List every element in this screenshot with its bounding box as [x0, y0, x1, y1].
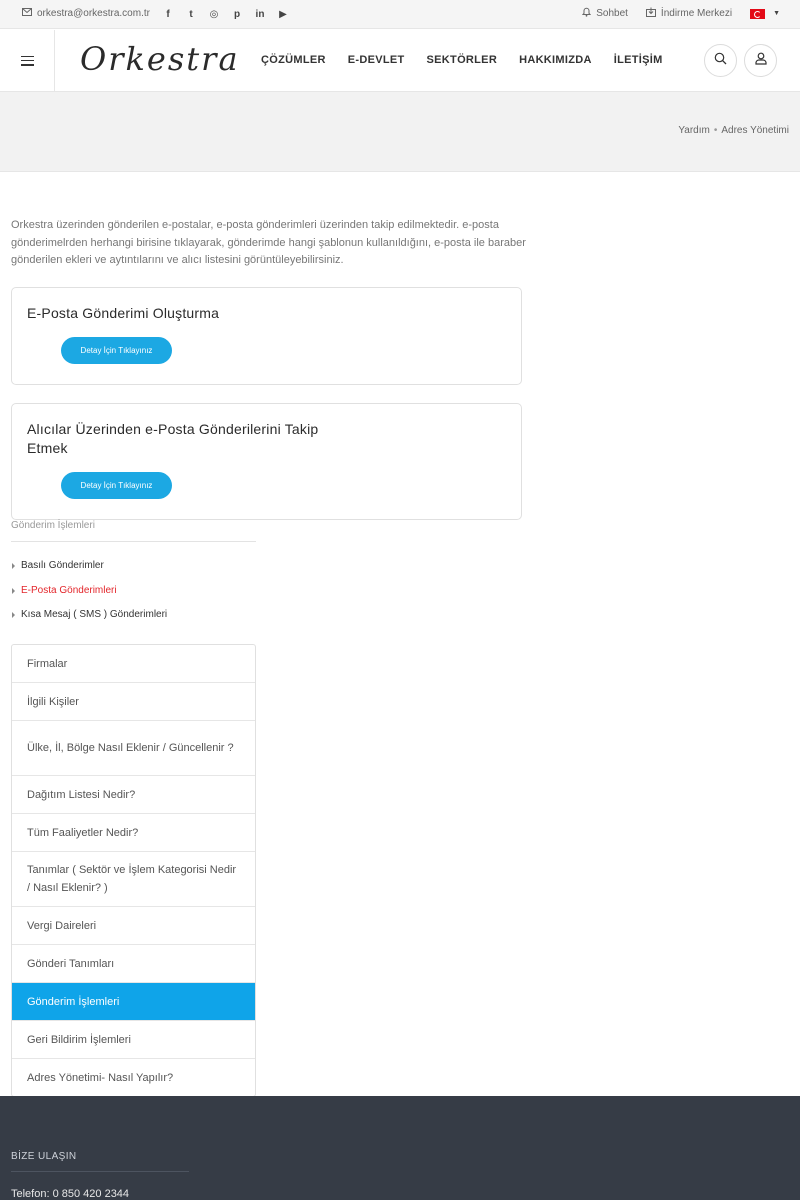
help-card — [11, 287, 522, 385]
intro-text: Orkestra üzerinden gönderilen e-postalar, e-posta gönderimleri üzerinden takip edilmektedir. e-posta gönderimelrden herhangi birisine tıklayarak, gönderimde hangi şablonun kullanıldığını, e-posta ile baraber gönderilen ekleri ve aytıntılarını ve alıcı listesini görüntüleyebilirsiniz. — [11, 219, 526, 266]
menu-item[interactable]: Firmalar — [12, 645, 255, 683]
email-text: orkestra@orkestra.com.tr — [37, 8, 150, 19]
bell-icon — [582, 7, 591, 20]
footer-phone[interactable]: Telefon: 0 850 420 2344 — [11, 1188, 130, 1200]
chat-link[interactable] — [582, 7, 628, 20]
download-label: İndirme Merkezi — [660, 8, 733, 19]
breadcrumb-current: Adres Yönetimi — [721, 125, 789, 136]
download-center-link[interactable] — [646, 7, 732, 20]
category-links — [11, 560, 167, 634]
facebook-icon[interactable]: f — [166, 8, 170, 20]
instagram-icon[interactable]: ◎ — [209, 8, 219, 20]
main-nav — [261, 54, 663, 66]
pinterest-icon[interactable]: p — [233, 8, 241, 20]
menu-item[interactable]: Dağıtım Listesi Nedir? — [12, 776, 255, 814]
menu-item-active[interactable]: Gönderim İşlemleri — [12, 983, 255, 1021]
user-icon — [755, 52, 767, 70]
menu-item[interactable]: Ülke, İl, Bölge Nasıl Eklenir / Güncellenir ? — [12, 721, 255, 776]
breadcrumb-home[interactable]: Yardım — [678, 125, 710, 136]
chat-label: Sohbet — [596, 8, 628, 19]
menu-item[interactable]: Tüm Faaliyetler Nedir? — [12, 814, 255, 852]
menu-item[interactable]: Gönderi Tanımları — [12, 945, 255, 983]
menu-item[interactable]: Vergi Daireleri — [12, 907, 255, 945]
detail-button[interactable]: Detay İçin Tıklayınız — [61, 472, 172, 499]
nav-item-e-government[interactable]: E-DEVLET — [347, 54, 405, 66]
envelope-icon — [22, 8, 32, 19]
page-title-band — [0, 92, 800, 172]
category-link[interactable]: Kısa Mesaj ( SMS ) Gönderimleri — [11, 609, 167, 634]
footer-title: BİZE ULAŞIN — [11, 1151, 77, 1162]
help-card — [11, 403, 522, 520]
divider — [11, 541, 256, 542]
youtube-icon[interactable]: ▶ — [279, 8, 287, 20]
social-links — [162, 7, 289, 21]
menu-item[interactable]: Adres Yönetimi- Nasıl Yapılır? — [27, 1071, 174, 1084]
hamburger-icon — [21, 56, 34, 66]
top-bar — [0, 0, 800, 29]
nav-item-solutions[interactable]: ÇÖZÜMLER — [261, 54, 326, 66]
breadcrumb-separator: • — [713, 125, 718, 136]
logo[interactable]: Orkestra — [80, 40, 240, 78]
card-title: Alıcılar Üzerinden e-Posta Gönderilerini Takip Etmek — [27, 421, 319, 456]
search-icon — [714, 52, 727, 70]
twitter-icon[interactable]: t — [189, 8, 193, 20]
caret-down-icon: ▼ — [773, 10, 780, 17]
category-link-active[interactable]: E-Posta Gönderimleri — [11, 585, 167, 610]
footer-divider — [11, 1171, 189, 1172]
nav-item-contact[interactable]: İLETİŞİM — [613, 54, 663, 66]
help-menu — [11, 644, 256, 1097]
language-selector[interactable] — [750, 9, 780, 19]
nav-item-sectors[interactable]: SEKTÖRLER — [426, 54, 498, 66]
main-header — [0, 30, 800, 92]
menu-item[interactable]: İlgili Kişiler — [12, 683, 255, 721]
menu-item[interactable]: Geri Bildirim İşlemleri — [12, 1021, 255, 1059]
menu-button[interactable] — [0, 30, 55, 91]
turkey-flag-icon — [750, 9, 765, 19]
search-button[interactable] — [704, 44, 737, 77]
breadcrumb — [678, 125, 789, 136]
card-title: E-Posta Gönderimi Oluşturma — [27, 305, 220, 321]
detail-button[interactable]: Detay İçin Tıklayınız — [61, 337, 172, 364]
footer — [0, 1096, 800, 1200]
menu-item[interactable]: Tanımlar ( Sektör ve İşlem Kategorisi Nedir / Nasıl Eklenir? ) — [12, 852, 255, 907]
category-title: Gönderim İşlemleri — [11, 520, 95, 531]
account-button[interactable] — [744, 44, 777, 77]
nav-item-about[interactable]: HAKKIMIZDA — [519, 54, 592, 66]
category-link[interactable]: Basılı Gönderimler — [11, 560, 167, 585]
download-icon — [646, 7, 656, 20]
linkedin-icon[interactable]: in — [255, 8, 265, 20]
email-link[interactable] — [22, 8, 150, 19]
